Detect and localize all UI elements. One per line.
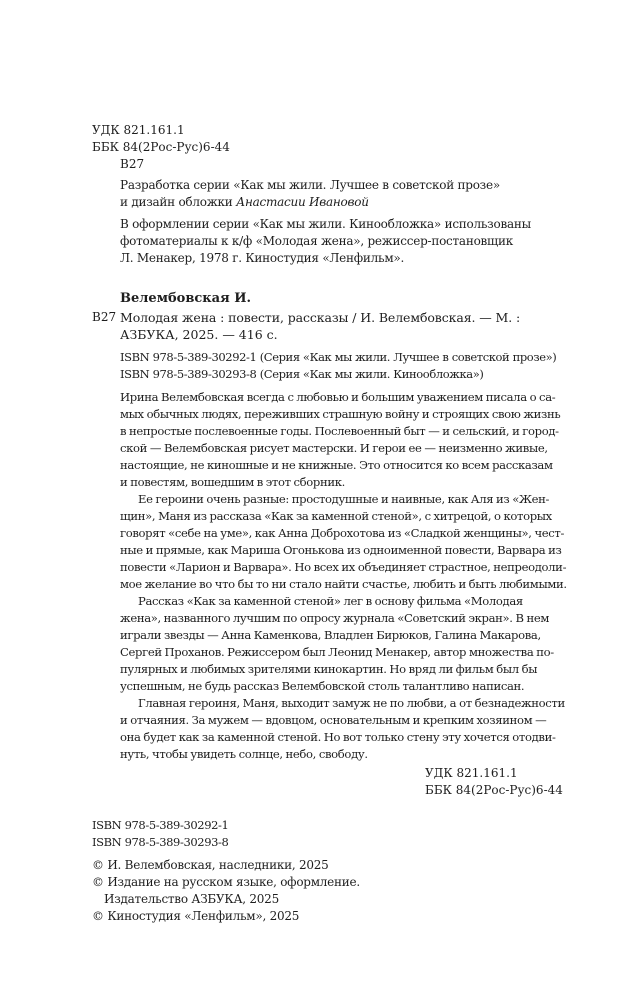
annotation-line: успешным, не будь рассказ Велембовской столь талантливо написан. xyxy=(120,679,525,693)
annotation-line: и повестям, вошедшим в этот сборник. xyxy=(120,475,345,489)
book-title-line-2: АЗБУКА, 2025. — 416 с. xyxy=(120,327,278,342)
annotation-line: в непростые послевоенные годы. Послевоенный быт — и сельский, и город- xyxy=(120,424,559,438)
footer-bbk: ББК 84(2Рос-Рус)6-44 xyxy=(425,783,563,797)
series-credits xyxy=(120,177,590,211)
annotation-line: Сергей Проханов. Режиссером был Леонид Менакер, автор множества по- xyxy=(120,645,554,659)
series-credit-line-2 xyxy=(120,194,590,211)
photo-credits xyxy=(120,216,590,267)
annotation-paragraph-1 xyxy=(120,389,560,491)
series-credit-prefix: и дизайн обложки xyxy=(120,195,237,209)
photo-credit-line-3: Л. Менакер, 1978 г. Киностудия «Ленфильм». xyxy=(120,251,405,265)
annotation-line: Главная героиня, Маня, выходит замуж не по любви, а от безнадежности xyxy=(138,696,565,710)
copyright-line-2: © Издание на русском языке, оформление. xyxy=(92,875,360,889)
annotation-line: нуть, чтобы увидеть солнце, небо, свободу. xyxy=(120,747,368,761)
isbn-series-2: ISBN 978-5-389-30293-8 (Серия «Как мы жили. Кинообложка») xyxy=(120,367,484,381)
annotation-line: ные и прямые, как Мариша Огонькова из одноименной повести, Варвара из xyxy=(120,543,562,557)
photo-credit-line-1: В оформлении серии «Как мы жили. Кинообложка» использованы xyxy=(120,217,531,231)
isbn-1: ISBN 978-5-389-30292-1 xyxy=(92,818,229,832)
annotation-line: мое желание во что бы то ни стало найти счастье, любить и быть любимыми. xyxy=(120,577,567,591)
annotation xyxy=(120,389,567,763)
annotation-line: Ирина Велембовская всегда с любовью и большим уважением писала о са- xyxy=(120,390,556,404)
annotation-line: повести «Ларион и Варвара». Но всех их объединяет страстное, непреодоли- xyxy=(120,560,567,574)
record-title xyxy=(120,309,590,343)
udk-code: УДК 821.161.1 xyxy=(92,123,185,137)
record-author-mark: В27 xyxy=(92,310,117,324)
copyright-line-3: Издательство АЗБУКА, 2025 xyxy=(104,892,279,906)
annotation-line: жена», названного лучшим по опросу журнала «Советский экран». В нем xyxy=(120,611,550,625)
isbn-2: ISBN 978-5-389-30293-8 xyxy=(92,835,229,849)
isbn-list xyxy=(92,817,562,851)
isbn-series-1: ISBN 978-5-389-30292-1 (Серия «Как мы жили. Лучшее в советской прозе») xyxy=(120,350,557,364)
copyright-line-4: © Киностудия «Ленфильм», 2025 xyxy=(92,909,300,923)
author-mark: В27 xyxy=(120,157,145,171)
bibliographic-record xyxy=(120,290,590,307)
photo-credit-line-2: фотоматериалы к к/ф «Молодая жена», режиссер-постановщик xyxy=(120,234,513,248)
annotation-line: пулярных и любимых зрителями кинокартин. Но вряд ли фильм был бы xyxy=(120,662,538,676)
bbk-code: ББК 84(2Рос-Рус)6-44 xyxy=(92,140,230,154)
book-title-line-1: Молодая жена : повести, рассказы / И. Велембовская. — М. : xyxy=(120,310,521,325)
isbn-series-block xyxy=(120,349,590,383)
cover-designer-name: Анастасии Ивановой xyxy=(236,195,369,209)
classification-block xyxy=(92,122,562,173)
annotation-paragraph-2 xyxy=(120,491,567,593)
annotation-line: Рассказ «Как за каменной стеной» лег в основу фильма «Молодая xyxy=(138,594,523,608)
annotation-line: настоящие, не киношные и не книжные. Это относится ко всем рассказам xyxy=(120,458,553,472)
annotation-line: и отчаяния. За мужем — вдовцом, основательным и крепким хозяином — xyxy=(120,713,547,727)
annotation-line: щин», Маня из рассказа «Как за каменной стеной», с хитрецой, о которых xyxy=(120,509,552,523)
footer-udk: УДК 821.161.1 xyxy=(425,766,518,780)
annotation-line: мых обычных людях, переживших страшную войну и строящих свою жизнь xyxy=(120,407,561,421)
series-credit-line-1: Разработка серии «Как мы жили. Лучшее в советской прозе» xyxy=(120,178,500,192)
annotation-paragraph-4 xyxy=(120,695,565,763)
annotation-line: играли звезды — Анна Каменкова, Владлен Бирюков, Галина Макарова, xyxy=(120,628,541,642)
annotation-line: ской — Велембовская рисует мастерски. И герои ее — неизменно живые, xyxy=(120,441,548,455)
annotation-paragraph-3 xyxy=(120,593,560,695)
copyright-block xyxy=(92,857,562,925)
footer-classification xyxy=(425,765,585,799)
annotation-line: говорят «себе на уме», как Анна Доброхотова из «Сладкой женщины», чест- xyxy=(120,526,565,540)
book-author: Велембовская И. xyxy=(120,291,252,306)
annotation-line: она будет как за каменной стеной. Но вот только стену эту хочется отодви- xyxy=(120,730,556,744)
annotation-line: Ее героини очень разные: простодушные и наивные, как Аля из «Жен- xyxy=(138,492,550,506)
copyright-line-1: © И. Велембовская, наследники, 2025 xyxy=(92,858,329,872)
